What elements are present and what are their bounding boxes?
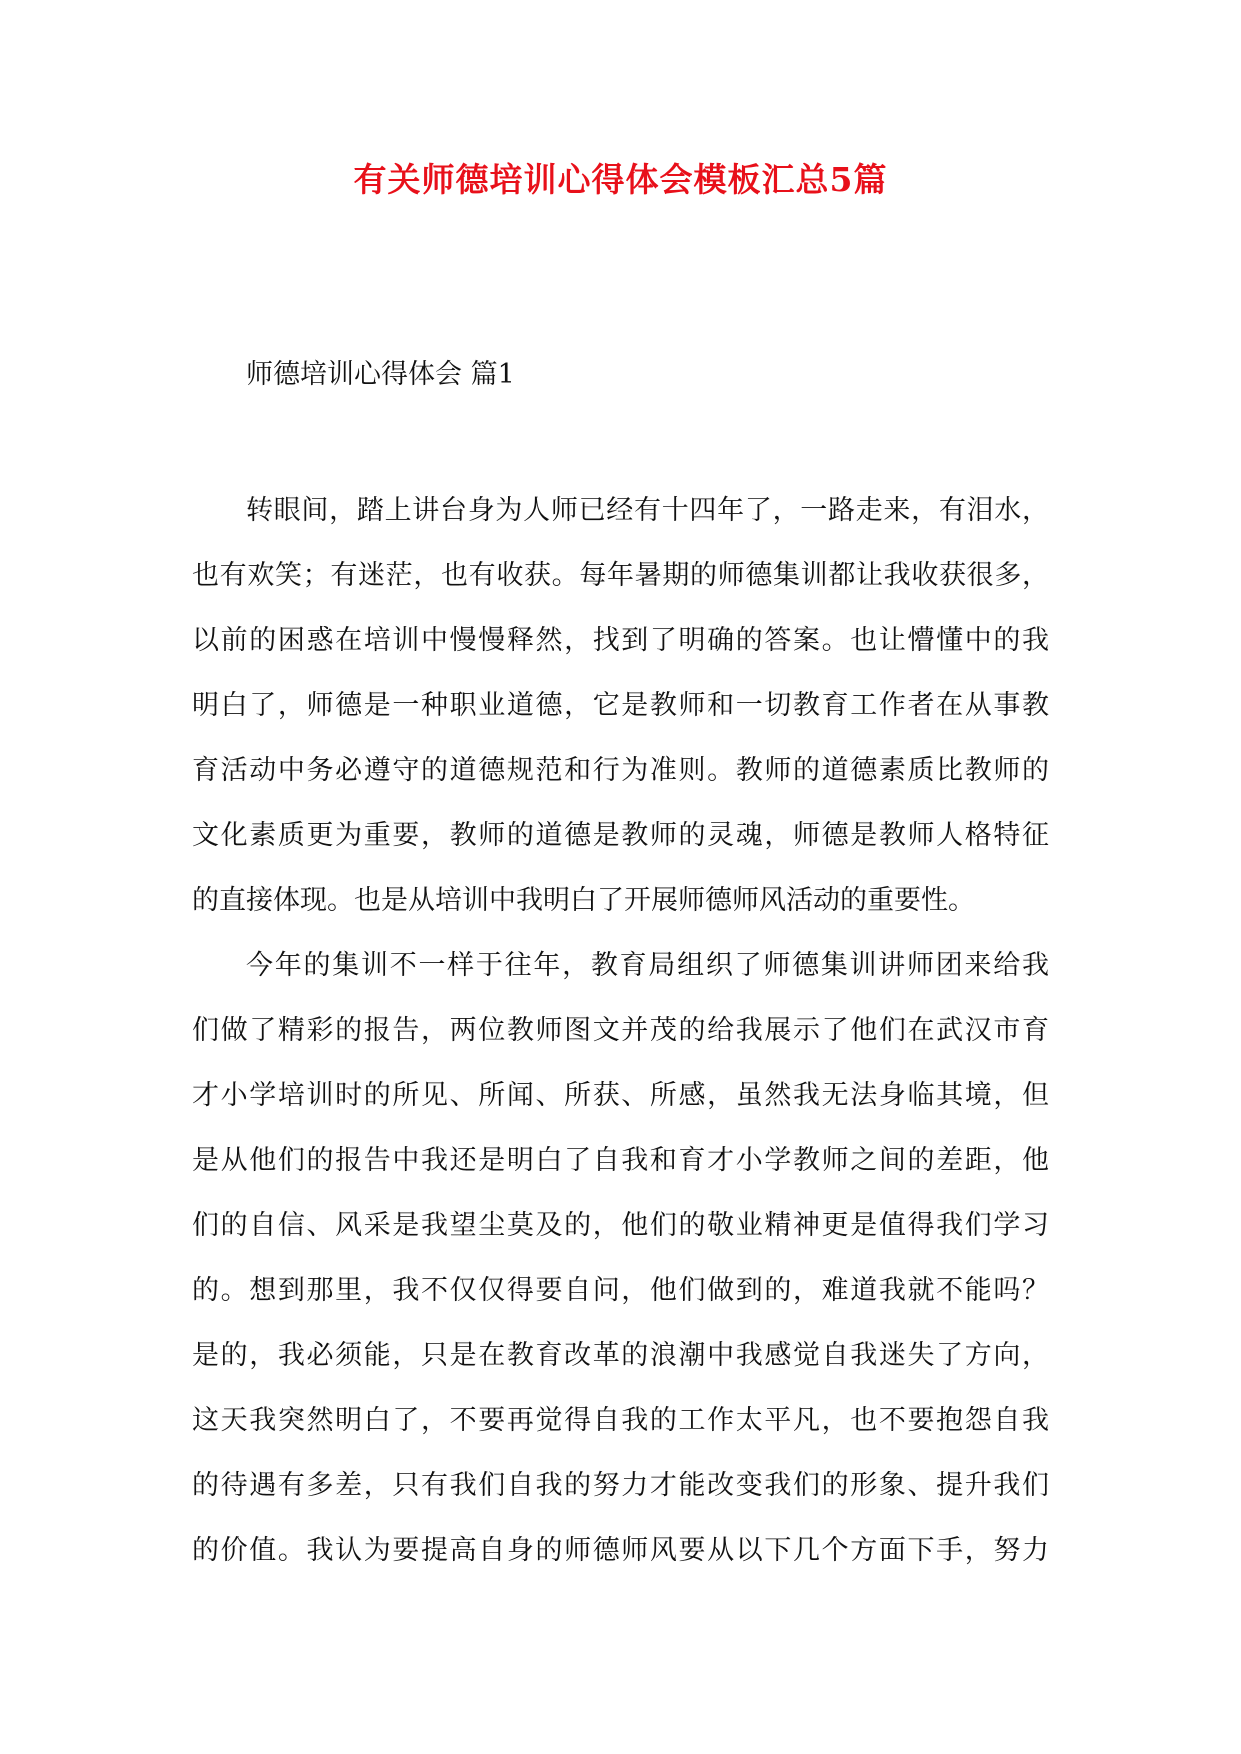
paragraph-line: 这天我突然明白了，不要再觉得自我的工作太平凡，也不要抱怨自我 (192, 1405, 1049, 1436)
paragraph-line: 们的自信、风采是我望尘莫及的，他们的敬业精神更是值得我们学习 (192, 1210, 1049, 1241)
paragraph-line: 们做了精彩的报告，两位教师图文并茂的给我展示了他们在武汉市育 (192, 1015, 1049, 1046)
paragraph-line: 的待遇有多差，只有我们自我的努力才能改变我们的形象、提升我们 (192, 1470, 1049, 1501)
paragraph-line: 是从他们的报告中我还是明白了自我和育才小学教师之间的差距，他 (192, 1145, 1049, 1176)
paragraph-line: 的价值。我认为要提高自身的师德师风要从以下几个方面下手，努力 (192, 1535, 1049, 1566)
paragraph-line: 今年的集训不一样于往年，教育局组织了师德集训讲师团来给我 (246, 950, 1049, 981)
paragraph-line: 的直接体现。也是从培训中我明白了开展师德师风活动的重要性。 (192, 885, 975, 916)
paragraph-line: 育活动中务必遵守的道德规范和行为准则。教师的道德素质比教师的 (192, 755, 1049, 786)
paragraph-line: 明白了，师德是一种职业道德，它是教师和一切教育工作者在从事教 (192, 690, 1049, 721)
paragraph-line: 转眼间，踏上讲台身为人师已经有十四年了，一路走来，有泪水， (246, 495, 1049, 526)
document-title: 有关师德培训心得体会模板汇总5篇 (353, 160, 888, 199)
paragraph-2 (192, 933, 1049, 1583)
paragraph-line: 也有欢笑；有迷茫，也有收获。每年暑期的师德集训都让我收获很多， (192, 560, 1049, 591)
section-heading: 师德培训心得体会 篇1 (246, 359, 515, 390)
paragraph-line: 是的，我必须能，只是在教育改革的浪潮中我感觉自我迷失了方向， (192, 1340, 1049, 1371)
paragraph-line: 才小学培训时的所见、所闻、所获、所感，虽然我无法身临其境，但 (192, 1080, 1049, 1111)
paragraph-line: 的。想到那里，我不仅仅得要自问，他们做到的，难道我就不能吗？ (192, 1275, 1049, 1306)
paragraph-line: 以前的困惑在培训中慢慢释然，找到了明确的答案。也让懵懂中的我 (192, 625, 1049, 656)
paragraph-line: 文化素质更为重要，教师的道德是教师的灵魂，师德是教师人格特征 (192, 820, 1049, 851)
paragraph-1 (192, 478, 1049, 933)
